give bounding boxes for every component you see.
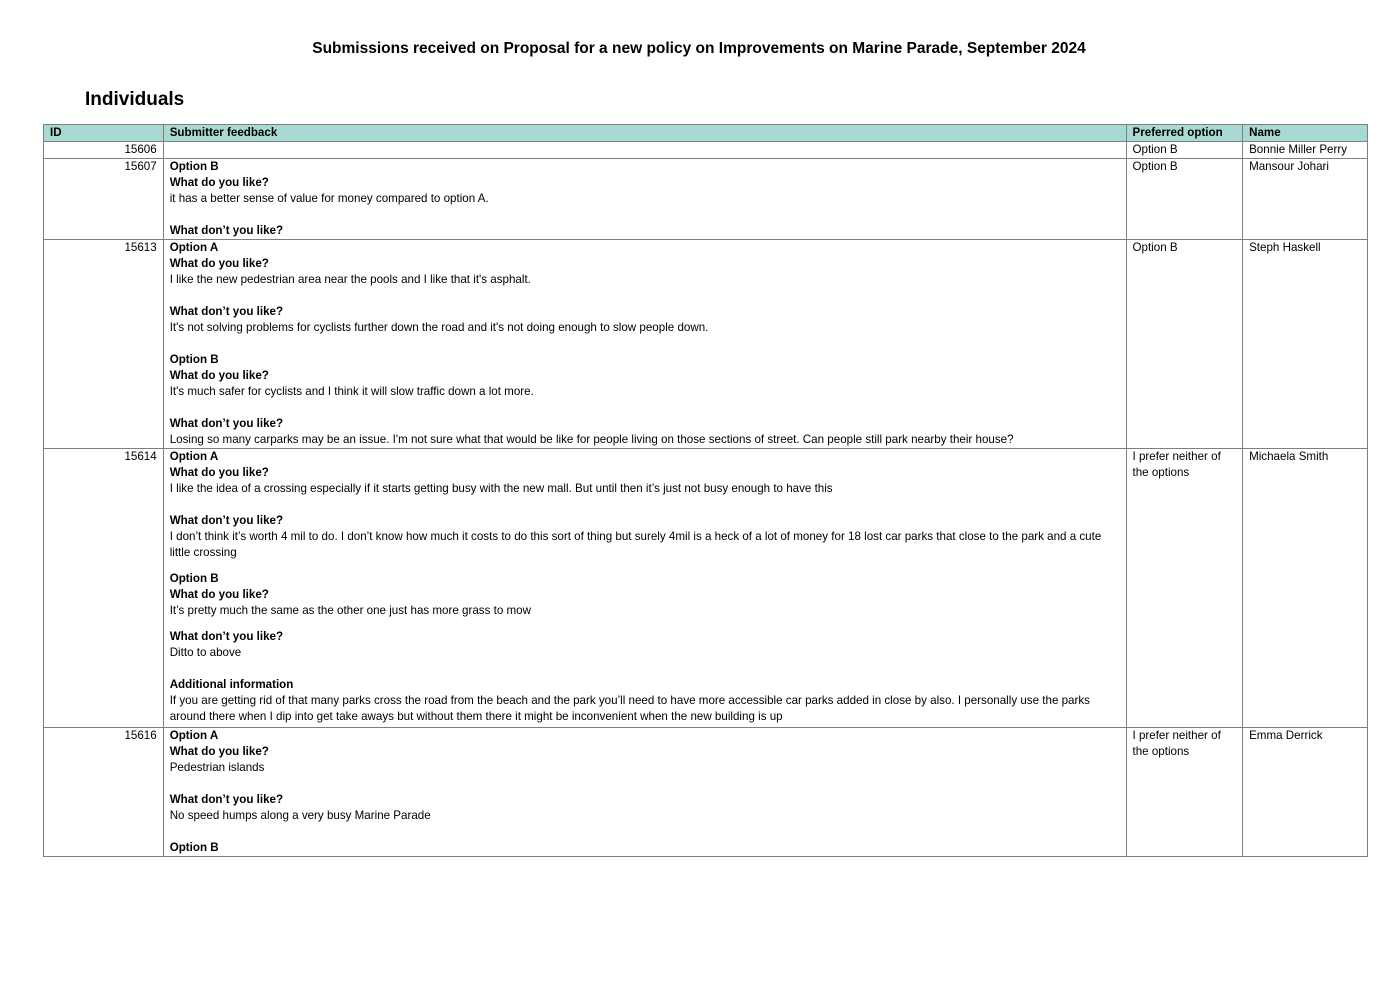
like-question: What do you like? [169,745,269,758]
header-name: Name [1243,125,1368,142]
row-preferred-option: I prefer neither of the options [1126,449,1243,728]
dislike-answer: I don’t think it’s worth 4 mil to do. I don’t know how much it costs to do this sort of thing but surely 4mil is a heck of a lot of money for 18 lost car parks that close to the park and a cute little crossing [169,530,1102,559]
option-label: Option A [169,450,219,463]
row-name: Emma Derrick [1243,728,1368,857]
row-name: Mansour Johari [1243,159,1368,240]
row-preferred-option: Option B [1126,142,1243,159]
table-row [44,159,1368,240]
table-row [44,728,1368,857]
row-feedback [163,449,1126,728]
like-answer: I like the idea of a crossing especially if it starts getting busy with the new mall. But until then it’s just not busy enough to have this [169,482,833,495]
dislike-question: What don’t you like? [169,417,284,430]
row-id: 15613 [44,240,164,449]
submissions-table [43,124,1368,857]
dislike-question: What don’t you like? [169,793,284,806]
like-question: What do you like? [169,257,269,270]
like-answer: It's much safer for cyclists and I think it will slow traffic down a lot more. [169,385,534,398]
like-answer: It’s pretty much the same as the other one just has more grass to mow [169,604,531,617]
table-row [44,142,1368,159]
row-feedback [163,159,1126,240]
option-label: Option A [169,241,219,254]
row-preferred-option: Option B [1126,240,1243,449]
row-feedback [163,728,1126,857]
additional-info-label: Additional information [169,678,294,691]
row-name: Bonnie Miller Perry [1243,142,1368,159]
dislike-answer: It's not solving problems for cyclists further down the road and it's not doing enough to slow people down. [169,321,709,334]
dislike-question: What don’t you like? [169,224,284,237]
dislike-answer: Ditto to above [169,646,242,659]
dislike-question: What don’t you like? [169,630,284,643]
dislike-question: What don’t you like? [169,514,284,527]
table-header-row [44,125,1368,142]
row-feedback [163,240,1126,449]
row-preferred-option: I prefer neither of the options [1126,728,1243,857]
row-preferred-option: Option B [1126,159,1243,240]
like-question: What do you like? [169,176,269,189]
table-row [44,240,1368,449]
row-id: 15614 [44,449,164,728]
like-question: What do you like? [169,466,269,479]
like-question: What do you like? [169,588,269,601]
option-label: Option B [169,572,219,585]
option-label: Option B [169,353,219,366]
option-label: Option A [169,729,219,742]
header-feedback: Submitter feedback [163,125,1126,142]
row-id: 15616 [44,728,164,857]
option-label: Option B [169,841,219,854]
option-label: Option B [169,160,219,173]
section-heading: Individuals [85,89,185,110]
dislike-question: What don’t you like? [169,305,284,318]
dislike-answer: No speed humps along a very busy Marine Parade [169,809,431,822]
like-answer: it has a better sense of value for money compared to option A. [169,192,489,205]
like-answer: Pedestrian islands [169,761,265,774]
row-feedback [163,142,1126,159]
like-question: What do you like? [169,369,269,382]
dislike-answer: Losing so many carparks may be an issue. I'm not sure what that would be like for people living on those sections of street. Can people still park nearby their house? [169,433,1014,446]
header-preferred-option: Preferred option [1126,125,1243,142]
document-title: Submissions received on Proposal for a new policy on Improvements on Marine Parade, September 2024 [312,40,1086,57]
additional-info-text: If you are getting rid of that many parks cross the road from the beach and the park you’ll need to have more accessible car parks added in close by also. I personally use the parks around there when I dip into get take aways but without them there it might be inconvenient when the new building is up [169,694,1090,723]
row-id: 15606 [44,142,164,159]
like-answer: I like the new pedestrian area near the pools and I like that it's asphalt. [169,273,531,286]
row-name: Steph Haskell [1243,240,1368,449]
row-id: 15607 [44,159,164,240]
row-name: Michaela Smith [1243,449,1368,728]
header-id: ID [44,125,164,142]
table-row [44,449,1368,728]
